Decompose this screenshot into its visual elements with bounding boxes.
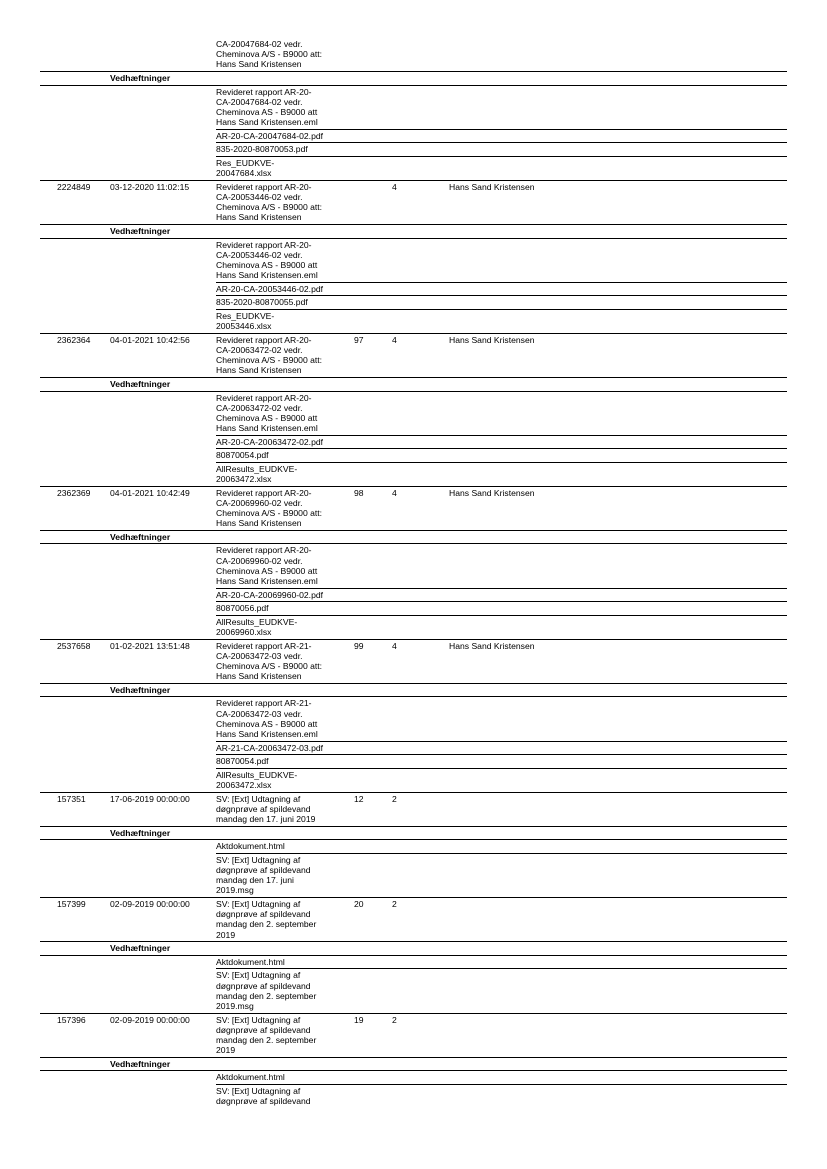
document-title-line: Hans Sand Kristensen [216,365,302,376]
document-title[interactable] [216,603,269,613]
attachment-row [0,956,827,969]
document-title-line: Hans Sand Kristensen.eml [216,270,318,281]
record-row [0,1014,827,1057]
attachment-row [0,697,827,740]
document-title-line: døgnprøve af spildevand [216,1024,311,1035]
document-title [216,899,316,940]
record-owner: Hans Sand Kristensen [449,334,535,345]
document-title-line: Cheminova A/S - B9000 att: [216,661,323,672]
record-number: 12 [354,793,364,804]
document-title[interactable] [216,970,316,1011]
document-title-line: Hans Sand Kristensen [216,212,302,223]
document-title-line: Hans Sand Kristensen [216,59,302,70]
document-title-line: Cheminova AS - B9000 att [216,412,318,423]
record-count: 4 [392,181,397,192]
document-title-line: SV: [Ext] Udtagning af [216,1014,301,1025]
record-datetime: 03-12-2020 11:02:15 [110,181,190,192]
document-title-line: Hans Sand Kristensen.eml [216,117,318,128]
attachment-row [0,143,827,156]
document-title[interactable] [216,743,323,753]
document-title-line: 20047684.xlsx [216,168,272,179]
document-title-line: CA-20047684-02 vedr. [216,39,303,49]
document-table [0,38,827,1108]
document-title[interactable] [216,311,274,331]
attachment-row [0,544,827,587]
record-row-continued [0,38,827,71]
document-title[interactable] [216,590,323,600]
attachments-header-row [0,72,827,85]
attachments-label: Vedhæftninger [110,378,171,389]
record-datetime: 17-06-2019 00:00:00 [110,793,190,804]
document-title-line: AllResults_EUDKVE- [216,463,298,474]
document-title-line: 80870056.pdf [216,603,269,614]
record-id: 2224849 [57,181,91,192]
record-id: 157399 [57,898,86,909]
document-title-line: Aktdokument.html [216,1072,285,1083]
document-title-line: Revideret rapport AR-20- [216,86,312,97]
document-title [216,641,322,682]
document-title [216,488,322,529]
document-title-line: CA-20053446-02 vedr. [216,191,303,202]
document-title-line: AR-20-CA-20069960-02.pdf [216,589,324,600]
record-id: 157396 [57,1014,86,1025]
document-title[interactable] [216,545,318,586]
record-count: 2 [392,793,397,804]
record-datetime: 01-02-2021 13:51:48 [110,640,190,651]
document-title-line: døgnprøve af spildevand [216,803,311,814]
attachments-label: Vedhæftninger [110,1058,171,1069]
document-title-line: Revideret rapport AR-20- [216,239,312,250]
document-title-line: Cheminova A/S - B9000 att: [216,355,323,366]
record-count: 2 [392,1014,397,1025]
attachment-row [0,616,827,639]
document-title-line: 20053446.xlsx [216,321,272,332]
record-row [0,181,827,224]
document-title-line: Cheminova A/S - B9000 att: [216,202,323,213]
attachment-row [0,854,827,897]
document-title-line: SV: [Ext] Udtagning af [216,1085,301,1096]
document-title [216,1015,316,1056]
document-title-line: SV: [Ext] Udtagning af [216,854,301,865]
document-title-line: 2019 [216,929,236,940]
document-title-line: Aktdokument.html [216,956,285,967]
document-title[interactable] [216,756,269,766]
attachments-header-row [0,684,827,697]
document-title-line: Cheminova AS - B9000 att [216,107,318,117]
document-title-line: AR-20-CA-20063472-02.pdf [216,436,324,447]
record-row [0,898,827,941]
document-title-line: 20069960.xlsx [216,627,272,638]
document-title-line: AllResults_EUDKVE- [216,769,298,780]
document-title-line: 80870054.pdf [216,756,269,767]
attachment-row [0,602,827,615]
document-title-line: døgnprøve af spildevand [216,1096,311,1107]
attachment-row [0,130,827,143]
document-title-line: 2019.msg [216,885,254,896]
document-title-line: 2019.msg [216,1000,254,1011]
record-id: 2362364 [57,334,91,345]
document-title[interactable] [216,464,297,484]
attachment-row [0,310,827,333]
document-title [216,794,315,825]
document-title-line: døgnprøve af spildevand [216,980,311,991]
document-title[interactable] [216,617,297,637]
document-title[interactable] [216,87,318,128]
record-row [0,640,827,683]
attachments-header-row [0,827,827,840]
record-datetime: 02-09-2019 00:00:00 [110,898,190,909]
attachments-header-row [0,225,827,238]
attachment-row [0,742,827,755]
document-title[interactable] [216,1086,311,1106]
document-title-line: Revideret rapport AR-20- [216,334,312,345]
document-title[interactable] [216,240,318,281]
document-title-line: SV: [Ext] Udtagning af [216,793,301,804]
document-title-line: CA-20063472-02 vedr. [216,402,303,413]
record-number: 19 [354,1014,364,1025]
document-title [216,335,322,376]
document-title-line: AllResults_EUDKVE- [216,616,298,627]
record-datetime: 04-01-2021 10:42:56 [110,334,190,345]
record-id: 2537658 [57,640,91,651]
document-title-line: Res_EUDKVE- [216,157,275,168]
document-title-line: Revideret rapport AR-20- [216,487,312,498]
record-count: 4 [392,640,397,651]
document-title[interactable] [216,855,311,896]
document-title-line: CA-20063472-02 vedr. [216,344,303,355]
document-title-line: Cheminova AS - B9000 att [216,565,318,576]
attachments-label: Vedhæftninger [110,827,171,838]
record-owner: Hans Sand Kristensen [449,640,535,651]
record-id: 2362369 [57,487,91,498]
document-title-line: CA-20069960-02 vedr. [216,497,303,508]
document-title-line: mandag den 2. september [216,919,317,930]
record-number: 97 [354,334,364,345]
attachment-row [0,283,827,296]
document-title-line: mandag den 2. september [216,1034,317,1045]
document-title[interactable] [216,770,297,790]
attachment-row [0,1085,827,1108]
record-owner: Hans Sand Kristensen [449,181,535,192]
document-title-line: AR-20-CA-20053446-02.pdf [216,283,324,294]
document-title-line: Hans Sand Kristensen [216,671,302,682]
document-title-line: Revideret rapport AR-21- [216,698,312,709]
record-row [0,334,827,377]
attachment-row [0,239,827,282]
document-title-line: 80870054.pdf [216,450,269,461]
record-row [0,487,827,530]
record-owner: Hans Sand Kristensen [449,487,535,498]
document-title-line: Cheminova AS - B9000 att [216,718,318,729]
document-title-line: 2019 [216,1045,236,1056]
document-title-line: mandag den 17. juni [216,875,294,886]
document-title-line: SV: [Ext] Udtagning af [216,898,301,909]
attachment-row [0,296,827,309]
attachment-row [0,589,827,602]
document-title [216,39,322,70]
document-title-line: Hans Sand Kristensen.eml [216,729,318,740]
document-title[interactable] [216,297,308,307]
document-title[interactable] [216,450,269,460]
attachment-row [0,157,827,180]
attachments-label: Vedhæftninger [110,225,171,236]
attachments-label: Vedhæftninger [110,73,171,83]
attachments-label: Vedhæftninger [110,943,171,954]
document-title-line: Revideret rapport AR-20- [216,181,312,192]
document-title-line: døgnprøve af spildevand [216,909,311,920]
record-number: 98 [354,487,364,498]
record-number: 20 [354,898,364,909]
document-title[interactable] [216,158,274,178]
document-title-line: Hans Sand Kristensen.eml [216,423,318,434]
document-title-line: Hans Sand Kristensen [216,518,302,529]
record-count: 4 [392,487,397,498]
attachment-row [0,1071,827,1084]
document-title-line: Hans Sand Kristensen.eml [216,576,318,587]
attachments-header-row [0,942,827,955]
attachments-label: Vedhæftninger [110,531,171,542]
document-title-line: mandag den 17. juni 2019 [216,813,316,824]
document-title-line: mandag den 2. september [216,990,317,1001]
document-title-line: Aktdokument.html [216,841,285,852]
attachment-row [0,392,827,435]
document-title-line: SV: [Ext] Udtagning af [216,970,301,981]
document-title-line: CA-20069960-02 vedr. [216,555,303,566]
record-count: 4 [392,334,397,345]
document-title-line: 20063472.xlsx [216,779,272,790]
document-title-line: 835-2020-80870053.pdf [216,144,308,155]
document-title[interactable] [216,1072,285,1082]
document-title-line: CA-20063472-03 vedr. [216,708,303,719]
document-title-line: Revideret rapport AR-20- [216,392,312,403]
document-title-line: Cheminova AS - B9000 att [216,259,318,270]
attachments-header-row [0,1058,827,1071]
attachments-label: Vedhæftninger [110,684,171,695]
attachment-row [0,755,827,768]
attachment-row [0,840,827,853]
document-title-line: Cheminova A/S - B9000 att: [216,508,323,519]
record-id: 157351 [57,793,86,804]
attachments-header-row [0,531,827,544]
document-title-line: AR-21-CA-20063472-03.pdf [216,742,324,753]
document-title-line: Res_EUDKVE- [216,310,275,321]
document-title-line: Revideret rapport AR-21- [216,640,312,651]
document-title[interactable] [216,698,318,739]
record-count: 2 [392,898,397,909]
document-title-line: 835-2020-80870055.pdf [216,297,308,308]
document-title-line: 20063472.xlsx [216,474,272,485]
document-title-line: Revideret rapport AR-20- [216,545,312,556]
attachments-header-row [0,378,827,391]
attachment-row [0,449,827,462]
document-title-line: CA-20053446-02 vedr. [216,249,303,260]
document-title-line: døgnprøve af spildevand [216,864,311,875]
document-title[interactable] [216,131,323,141]
attachment-row [0,969,827,1012]
attachment-row [0,436,827,449]
document-title-line: Cheminova A/S - B9000 att: [216,49,323,60]
record-datetime: 02-09-2019 00:00:00 [110,1014,190,1025]
document-title-line: CA-20063472-03 vedr. [216,650,303,661]
attachment-row [0,463,827,486]
document-title[interactable] [216,144,308,154]
record-number: 99 [354,640,364,651]
document-title-line: AR-20-CA-20047684-02.pdf [216,130,324,141]
record-datetime: 04-01-2021 10:42:49 [110,487,190,498]
document-title[interactable] [216,841,285,851]
document-title-line: CA-20047684-02 vedr. [216,96,303,107]
document-title[interactable] [216,284,323,294]
attachment-row [0,86,827,129]
document-title[interactable] [216,437,323,447]
document-title [216,182,322,223]
record-row [0,793,827,826]
document-title[interactable] [216,393,318,434]
document-title[interactable] [216,957,285,967]
attachment-row [0,769,827,792]
